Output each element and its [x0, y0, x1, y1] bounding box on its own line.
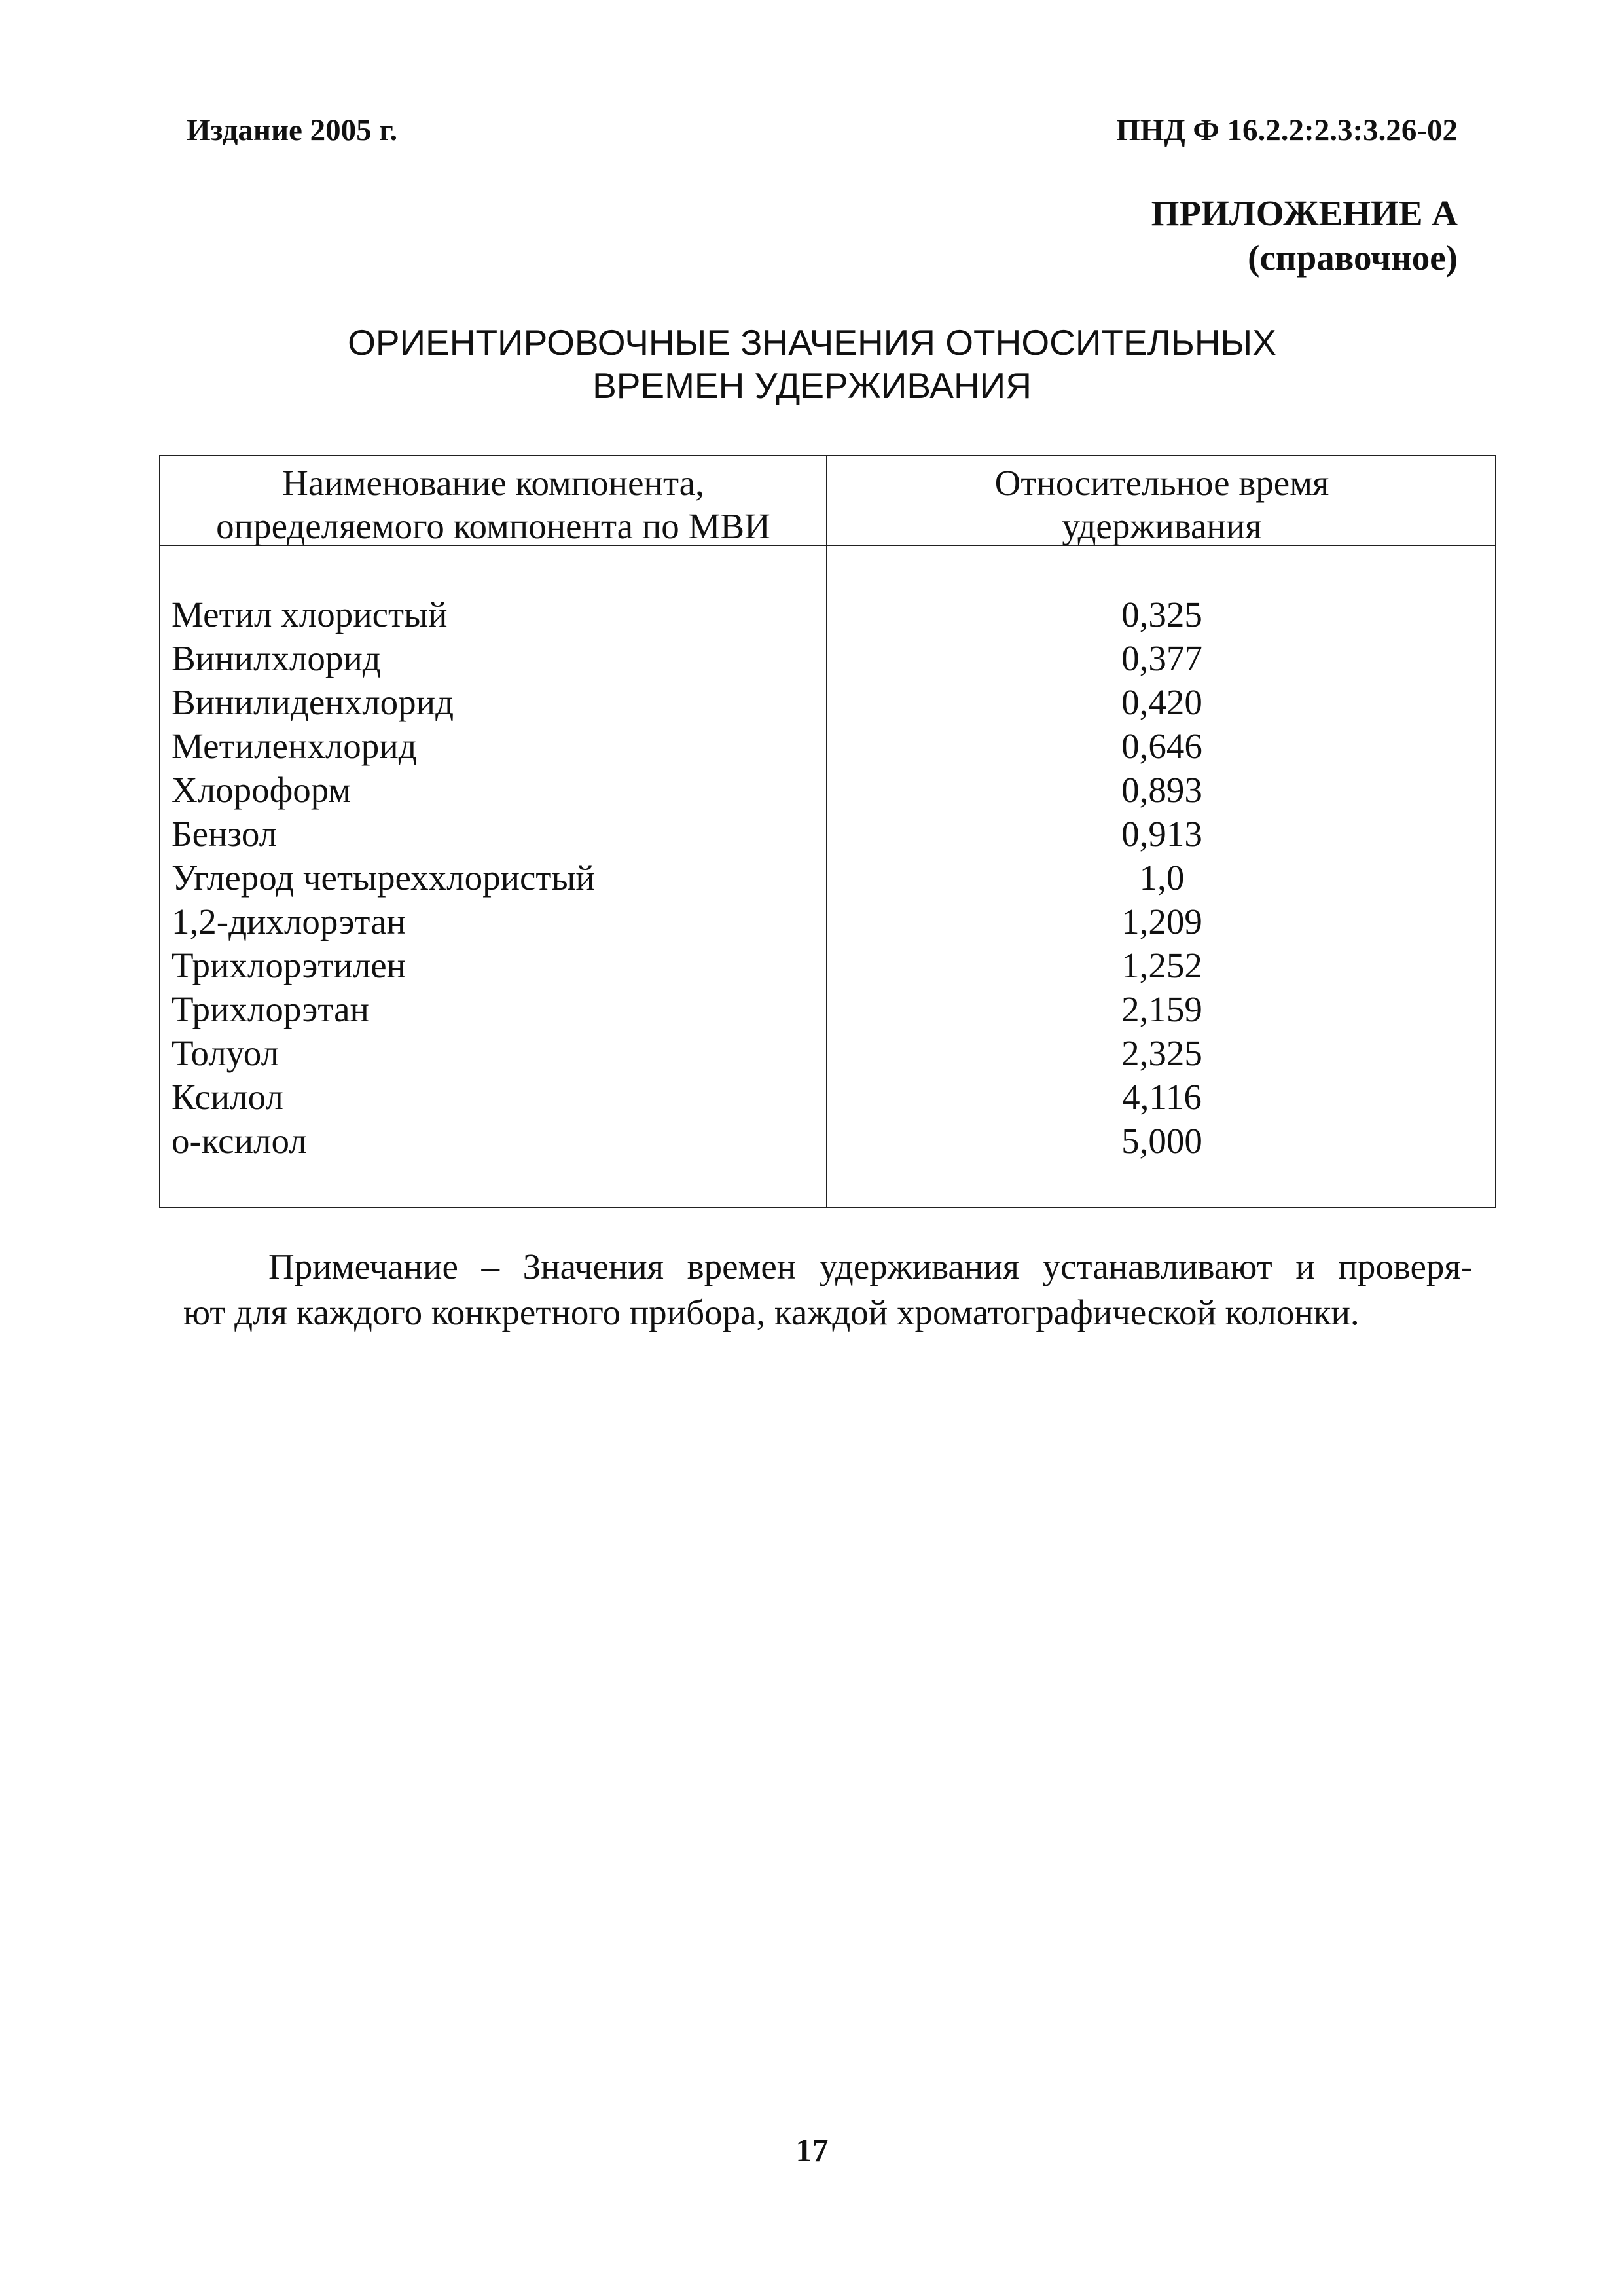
table-row	[160, 987, 1495, 1031]
title-line-1: ОРИЕНТИРОВОЧНЫЕ ЗНАЧЕНИЯ ОТНОСИТЕЛЬНЫХ	[348, 322, 1276, 363]
component-name: Винилхлорид	[171, 638, 381, 678]
table-body	[160, 592, 1495, 1163]
header-relative-time-line-2: удерживания	[1062, 506, 1262, 546]
component-name: Трихлорэтан	[171, 989, 369, 1029]
header-relative-time	[827, 462, 1496, 548]
header-component-name-line-2: определяемого компонента по МВИ	[216, 506, 770, 546]
table-row	[160, 768, 1495, 812]
retention-value: 0,377	[1121, 638, 1202, 678]
component-name: о-ксилол	[171, 1121, 307, 1161]
component-name: Винилиденхлорид	[171, 682, 454, 722]
retention-time-table	[159, 455, 1496, 1208]
header-component-name	[160, 462, 826, 548]
retention-value: 5,000	[1121, 1121, 1202, 1161]
table-row	[160, 900, 1495, 943]
note-line-2: ют для каждого конкретного прибора, каждой хроматографической колонки.	[183, 1292, 1360, 1332]
table-row	[160, 592, 1495, 636]
component-name: Хлороформ	[171, 770, 352, 810]
appendix-type: (справочное)	[1248, 238, 1458, 278]
table-row	[160, 943, 1495, 987]
edition-label: Издание 2005 г.	[187, 113, 398, 147]
retention-value: 0,893	[1121, 770, 1202, 810]
table-row	[160, 680, 1495, 724]
note-paragraph	[183, 1244, 1473, 1336]
retention-value: 0,646	[1121, 726, 1202, 766]
retention-value: 0,420	[1121, 682, 1202, 722]
component-name: 1,2-дихлорэтан	[171, 902, 406, 941]
retention-value: 2,159	[1121, 989, 1202, 1029]
component-name: Метил хлористый	[171, 594, 448, 634]
table-row	[160, 856, 1495, 900]
retention-value: 2,325	[1121, 1033, 1202, 1073]
document-code: ПНД Ф 16.2.2:2.3:3.26-02	[1116, 113, 1458, 147]
retention-value: 0,325	[1121, 594, 1202, 634]
appendix-label: ПРИЛОЖЕНИЕ А	[1151, 193, 1458, 233]
component-name: Ксилол	[171, 1077, 283, 1117]
note-line-1: Примечание – Значения времен удерживания устанавливают и проверя-	[268, 1247, 1473, 1286]
table-row	[160, 636, 1495, 680]
table-row	[160, 1075, 1495, 1119]
component-name: Метиленхлорид	[171, 726, 417, 766]
component-name: Углерод четыреххлористый	[171, 858, 595, 898]
component-name: Толуол	[171, 1033, 280, 1073]
page-number: 17	[795, 2132, 829, 2168]
header-component-name-line-1: Наименование компонента,	[282, 463, 704, 503]
table-row	[160, 812, 1495, 856]
table-row	[160, 724, 1495, 768]
component-name: Бензол	[171, 814, 278, 854]
retention-value: 1,0	[1139, 858, 1185, 898]
appendix-heading	[1151, 191, 1458, 280]
header-relative-time-line-1: Относительное время	[994, 463, 1329, 503]
page-title	[0, 321, 1624, 407]
title-line-2: ВРЕМЕН УДЕРЖИВАНИЯ	[592, 365, 1032, 406]
retention-value: 0,913	[1121, 814, 1202, 854]
component-name: Трихлорэтилен	[171, 945, 406, 985]
retention-value: 1,252	[1121, 945, 1202, 985]
table-row	[160, 1031, 1495, 1075]
table-row	[160, 1119, 1495, 1163]
retention-value: 4,116	[1122, 1077, 1202, 1117]
retention-value: 1,209	[1121, 902, 1202, 941]
